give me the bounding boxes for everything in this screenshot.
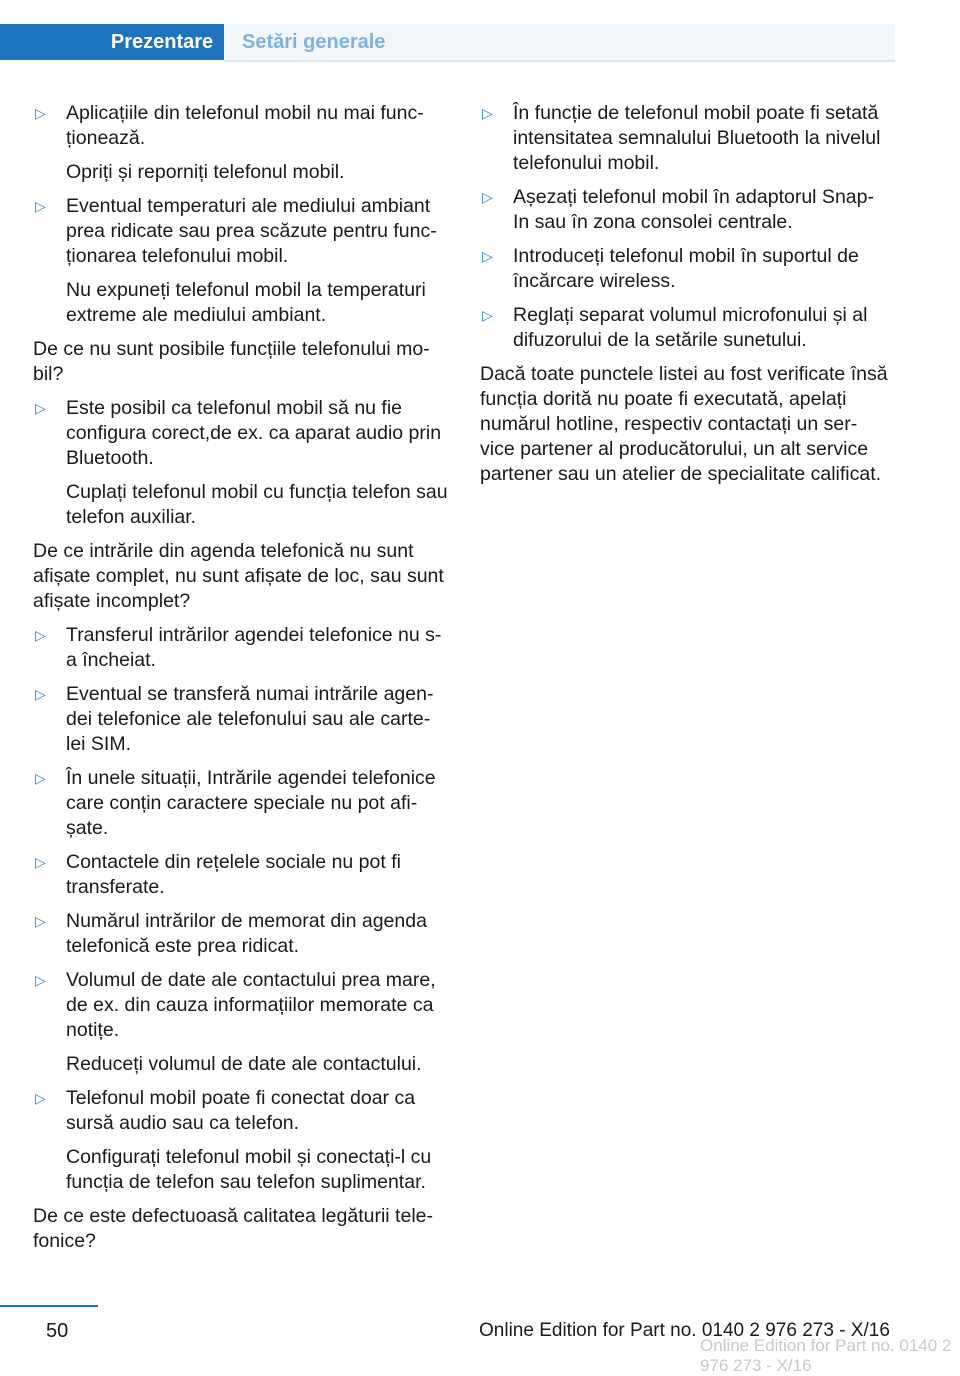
triangle-bullet-icon: ▷ bbox=[35, 913, 46, 929]
left-list-1 bbox=[33, 101, 448, 328]
list-item-remedy: Opriți și reporniți telefonul mobil. bbox=[66, 161, 345, 183]
list-item-text: Contactele din rețelele sociale nu pot fi transferate. bbox=[66, 851, 401, 898]
triangle-bullet-icon: ▷ bbox=[35, 1090, 46, 1106]
list-item bbox=[33, 623, 448, 673]
list-item-text: Eventual se transferă numai intrările agen‐ dei telefonice ale telefonului sau ale carte‐ lei SIM. bbox=[66, 683, 434, 755]
list-item bbox=[33, 194, 448, 328]
list-item-text: Așezați telefonul mobil în adaptorul Snap- In sau în zona consolei centrale. bbox=[513, 186, 874, 233]
list-item-text: Introduceți telefonul mobil în suportul de încărcare wireless. bbox=[513, 245, 859, 292]
list-item-text: În unele situații, Intrările agendei telefonice care conțin caractere speciale nu pot afi‐ șate. bbox=[66, 767, 436, 839]
list-item bbox=[480, 101, 895, 176]
triangle-bullet-icon: ▷ bbox=[35, 198, 46, 214]
question-2: De ce intrările din agenda telefonică nu sunt afișate complet, nu sunt afișate de loc, sau sunt afișate incomplet? bbox=[33, 540, 444, 612]
left-list-2 bbox=[33, 396, 448, 530]
triangle-bullet-icon: ▷ bbox=[35, 972, 46, 988]
question-3: De ce este defectuoasă calitatea legăturii tele‐ fonice? bbox=[33, 1205, 433, 1252]
right-list bbox=[480, 101, 895, 353]
list-item-remedy: Configurați telefonul mobil și conectați-l cu funcția de telefon sau telefon suplimentar. bbox=[66, 1146, 432, 1193]
tab-setari-generale[interactable]: Setări generale bbox=[224, 24, 895, 60]
left-list-3 bbox=[33, 623, 448, 1195]
header-tabbar bbox=[0, 24, 895, 62]
right-column bbox=[480, 101, 895, 496]
list-item bbox=[33, 850, 448, 900]
triangle-bullet-icon: ▷ bbox=[482, 307, 493, 323]
list-item-text: Eventual temperaturi ale mediului ambiant prea ridicate sau prea scăzute pentru func‐ ționarea telefonului mobil. bbox=[66, 195, 437, 267]
list-item-text: Transferul intrărilor agendei telefonice nu s-a încheiat. bbox=[66, 624, 442, 671]
triangle-bullet-icon: ▷ bbox=[35, 854, 46, 870]
list-item bbox=[33, 101, 448, 185]
question-1: De ce nu sunt posibile funcțiile telefonului mo‐ bil? bbox=[33, 338, 430, 385]
triangle-bullet-icon: ▷ bbox=[35, 627, 46, 643]
page-number: 50 bbox=[46, 1320, 69, 1342]
tab-prezentare[interactable]: Prezentare bbox=[100, 24, 224, 60]
footer-line bbox=[0, 1305, 98, 1307]
edition-text: Online Edition for Part no. 0140 2 976 273 - X/16 bbox=[479, 1320, 890, 1341]
list-item bbox=[33, 396, 448, 530]
triangle-bullet-icon: ▷ bbox=[35, 105, 46, 121]
list-item bbox=[33, 766, 448, 841]
triangle-bullet-icon: ▷ bbox=[35, 686, 46, 702]
list-item bbox=[33, 909, 448, 959]
list-item-text: Este posibil ca telefonul mobil să nu fie configura corect,de ex. ca aparat audio prin Bluetooth. bbox=[66, 397, 442, 469]
watermark: Online Edition for Part no. 0140 2 976 273 - X/16 bbox=[700, 1336, 952, 1375]
list-item-remedy: Nu expuneți telefonul mobil la temperaturi extreme ale mediului ambiant. bbox=[66, 279, 426, 326]
list-item bbox=[480, 303, 895, 353]
list-item-remedy: Cuplați telefonul mobil cu funcția telefon sau telefon auxiliar. bbox=[66, 481, 448, 528]
list-item-text: Aplicațiile din telefonul mobil nu mai func‐ ționează. bbox=[66, 102, 424, 149]
list-item bbox=[33, 682, 448, 757]
triangle-bullet-icon: ▷ bbox=[35, 770, 46, 786]
triangle-bullet-icon: ▷ bbox=[482, 248, 493, 264]
closing-paragraph: Dacă toate punctele listei au fost verificate însă funcția dorită nu poate fi executată, apelați numărul hotline, respectiv contactați un ser‐ vice partener al producătorului, un alt service partener sau un atelier de specialitate calificat. bbox=[480, 363, 888, 485]
triangle-bullet-icon: ▷ bbox=[482, 189, 493, 205]
tab-underline bbox=[224, 60, 895, 62]
triangle-bullet-icon: ▷ bbox=[482, 105, 493, 121]
left-column bbox=[33, 101, 448, 1263]
list-item bbox=[480, 185, 895, 235]
list-item bbox=[33, 968, 448, 1077]
tab-stub bbox=[0, 24, 100, 60]
list-item-text: Volumul de date ale contactului prea mare, de ex. din cauza informațiilor memorate ca notițe. bbox=[66, 969, 436, 1041]
triangle-bullet-icon: ▷ bbox=[35, 400, 46, 416]
list-item-text: Numărul intrărilor de memorat din agenda telefonică este prea ridicat. bbox=[66, 910, 427, 957]
list-item bbox=[33, 1086, 448, 1195]
list-item-text: Reglați separat volumul microfonului și al difuzorului de la setările sunetului. bbox=[513, 304, 868, 351]
list-item-remedy: Reduceți volumul de date ale contactului. bbox=[66, 1053, 422, 1075]
list-item-text: Telefonul mobil poate fi conectat doar ca sursă audio sau ca telefon. bbox=[66, 1087, 416, 1134]
list-item-text: În funcție de telefonul mobil poate fi setată intensitatea semnalului Bluetooth la nivelul telefonului mobil. bbox=[513, 102, 881, 174]
list-item bbox=[480, 244, 895, 294]
